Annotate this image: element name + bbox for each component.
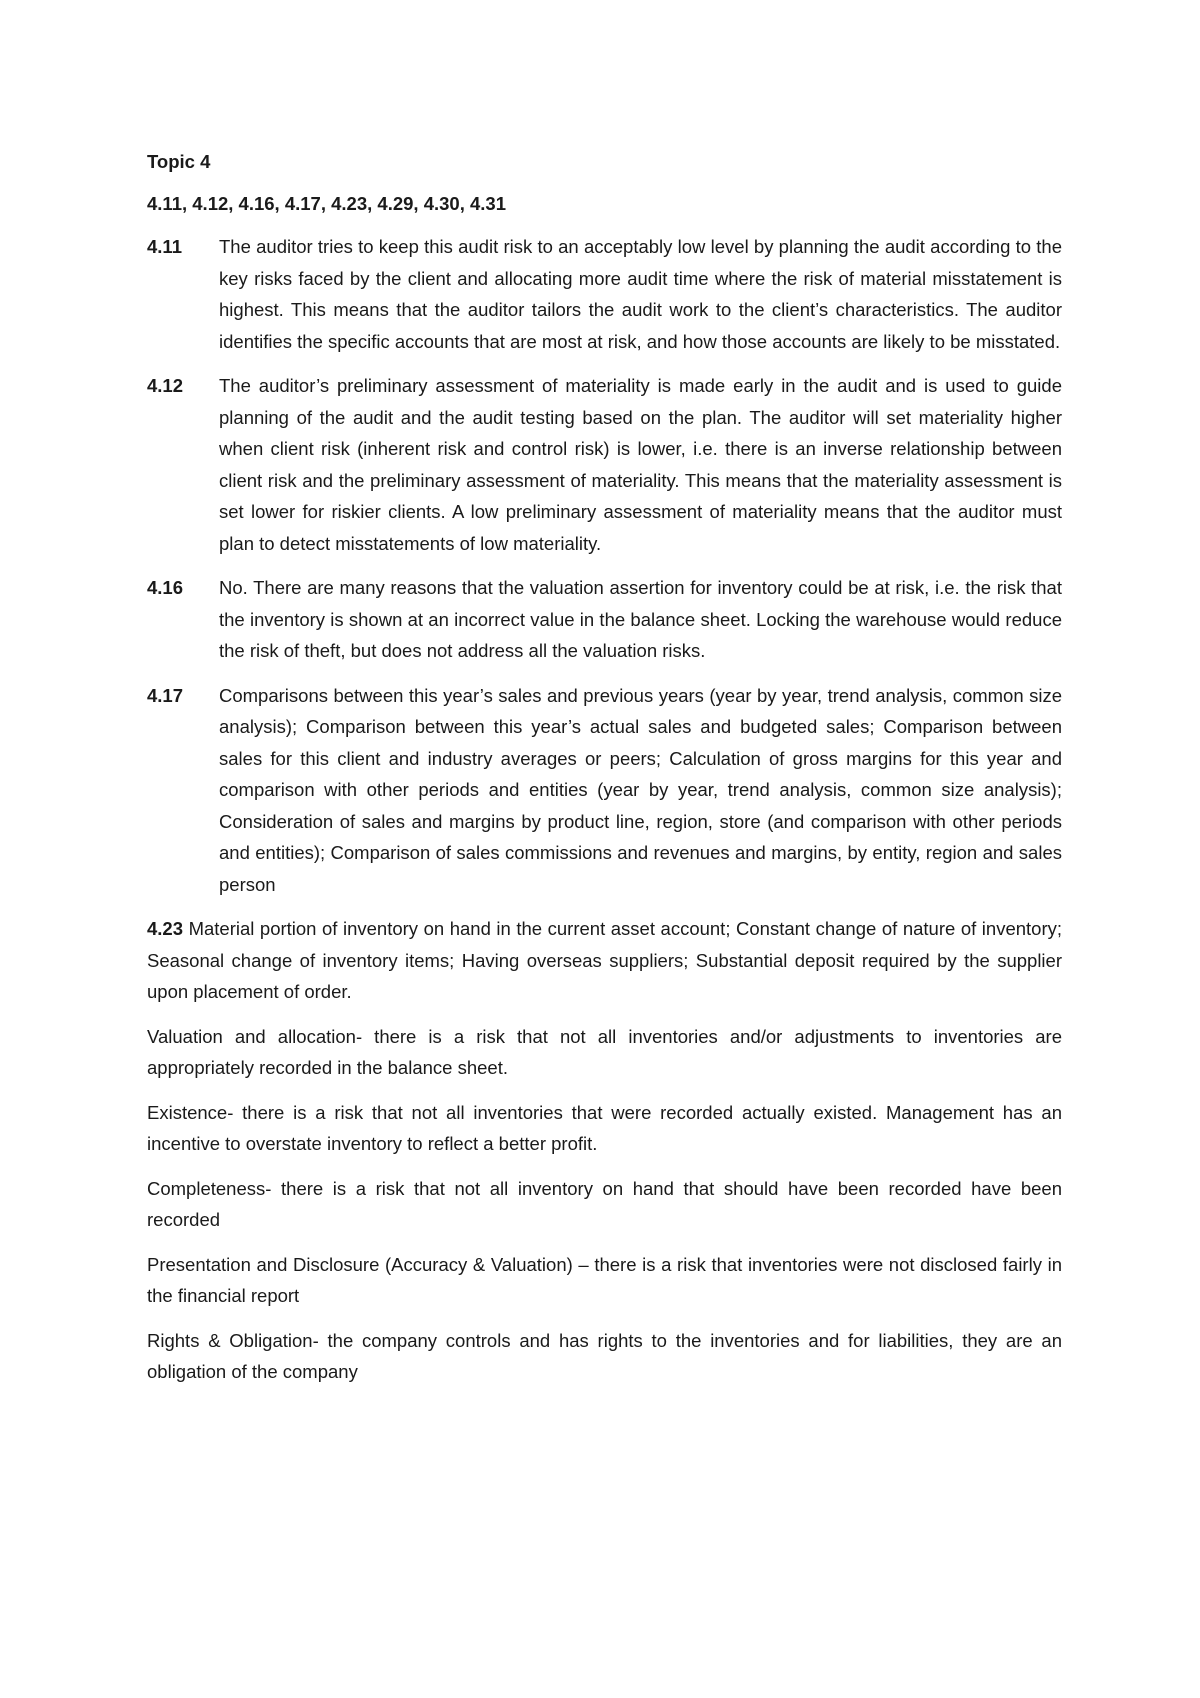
page-title: Topic 4 (147, 151, 211, 172)
answer-text: The auditor’s preliminary assessment of materiality is made early in the audit and is used to guide planning of the audit and the audit testing based on the plan. The auditor will set materiality higher when client risk (inherent risk and control risk) is lower, i.e. there is an inverse relationship between client risk and the preliminary assessment of materiality. This means that the materiality assessment is set lower for riskier clients. A low preliminary assessment of materiality means that the auditor must plan to detect misstatements of low materiality. (219, 375, 1062, 554)
paragraph-rights: Rights & Obligation- the company controls and has rights to the inventories and for liabilities, they are an obligation of the company (147, 1329, 1062, 1382)
answer-text: Material portion of inventory on hand in the current asset account; Constant change of nature of inventory; Seasonal change of inventory items; Having overseas suppliers; Substantial deposit required by the supplier upon placement of order. (147, 918, 1062, 1002)
answer-item (147, 370, 1062, 559)
paragraph-presentation: Presentation and Disclosure (Accuracy & Valuation) – there is a risk that inventories were not disclosed fairly in the financial report (147, 1253, 1062, 1306)
answer-item (147, 231, 1062, 357)
paragraph-valuation: Valuation and allocation- there is a risk that not all inventories and/or adjustments to inventories are appropriately recorded in the balance sheet. (147, 1025, 1062, 1078)
question-list: 4.11, 4.12, 4.16, 4.17, 4.23, 4.29, 4.30, 4.31 (147, 192, 506, 214)
answer-text: The auditor tries to keep this audit risk to an acceptably low level by planning the audit according to the key risks faced by the client and allocating more audit time where the risk of material misstatement is highest. This means that the auditor tailors the audit work to the client’s characteristics. The auditor identifies the specific accounts that are most at risk, and how those accounts are likely to be misstated. (219, 236, 1062, 352)
paragraph-existence: Existence- there is a risk that not all inventories that were recorded actually existed. Management has an incentive to overstate inventory to reflect a better profit. (147, 1101, 1062, 1154)
answer-number: 4.23 (147, 918, 184, 939)
answer-number: 4.11 (147, 236, 182, 257)
paragraph-completeness: Completeness- there is a risk that not all inventory on hand that should have been recorded have been recorded (147, 1177, 1062, 1230)
answer-number: 4.16 (147, 577, 184, 598)
answer-4-23 (147, 913, 1062, 1008)
document-page (147, 146, 1062, 1401)
answer-text: Comparisons between this year’s sales and previous years (year by year, trend analysis, common size analysis); Comparison between this year’s actual sales and budgeted sales; Comparison between sales for this client and industry averages or peers; Calculation of gross margins for this year and comparison with other periods and entities (year by year, trend analysis, common size analysis); Consideration of sales and margins by product line, region, store (and comparison with other periods and entities); Comparison of sales commissions and revenues and margins, by entity, region and sales person (219, 684, 1062, 895)
answer-item (147, 680, 1062, 901)
answer-text: No. There are many reasons that the valuation assertion for inventory could be at risk, i.e. the risk that the inventory is shown at an incorrect value in the balance sheet. Locking the warehouse would reduce the risk of theft, but does not address all the valuation risks. (219, 577, 1062, 661)
answer-item (147, 572, 1062, 667)
answer-number: 4.17 (147, 684, 184, 706)
answer-number: 4.12 (147, 375, 184, 396)
